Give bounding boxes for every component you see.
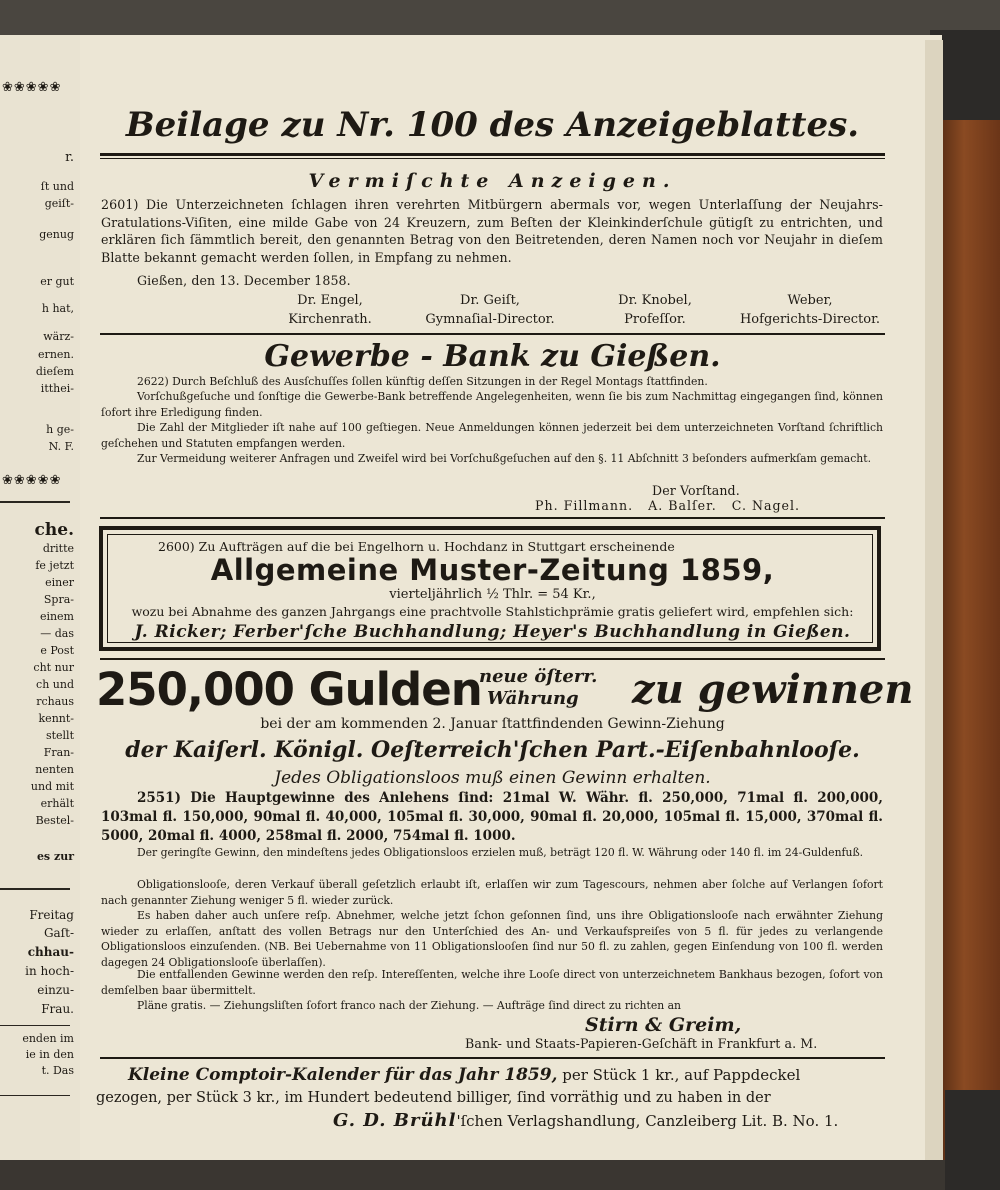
prev-fragment: enden im	[22, 1032, 74, 1045]
prev-divider	[0, 1025, 70, 1026]
ad-2600-offer: wozu bei Abnahme des ganzen Jahrgangs eine prachtvolle Stahlstichprämie gratis geliefert wird, empfehlen sich:	[131, 604, 854, 619]
ad-2551-p5: Pläne gratis. — Ziehungsliſten ſofort franco nach der Ziehung. — Aufträge ſind direct zu richten an	[137, 999, 682, 1012]
header-rule-thin	[100, 158, 885, 159]
ad-2551-line3: Jedes Obligationsloos muß einen Gewinn erhalten.	[274, 768, 711, 788]
signer-name: Dr. Knobel,	[618, 293, 692, 308]
ad-2551-p3: Es haben daher auch unſere reſp. Abnehmer, welche jetzt ſchon geſonnen ſind, uns ihre Obligationslooſe nach erwähnter Ziehung wieder zu erlaſſen, anſtatt des vollen Betrags nur den Unterſchied des An- und Verkaufspreiſes von 5 fl. für jedes zu verlangende Obligationsloos einzuſenden. (NB. Bei Uebernahme von 11 Obligationslooſen ſind nur 50 fl. zu zahlen, gegen Einſendung von 100 fl. werden dagegen 24 Obligationslooſe überlaſſen).	[101, 909, 883, 969]
signer-role: Profeſſor.	[624, 312, 686, 327]
prev-fragment: wärz-	[43, 330, 74, 343]
divider	[100, 1057, 885, 1059]
prev-fragment: einem	[39, 610, 74, 623]
prev-fragment: Freitag	[29, 908, 74, 922]
prev-fragment: Gaſt-	[43, 926, 74, 940]
previous-page	[0, 35, 80, 1160]
prev-fragment: Spra-	[43, 593, 74, 606]
prev-fragment: N. F.	[48, 440, 74, 453]
prev-fragment: einer	[45, 576, 74, 589]
prev-fragment: ernen.	[38, 348, 74, 361]
book-cover-corner-bottom	[945, 1090, 1000, 1190]
ad-2622-names: Ph. Fillmann. A. Balſer. C. Nagel.	[535, 498, 801, 513]
prev-fragment: ie in den	[25, 1048, 74, 1061]
ornament-row: ❀❀❀❀❀	[2, 80, 62, 95]
prev-fragment: genug	[39, 228, 74, 241]
prev-fragment: e Post	[40, 644, 74, 657]
prev-divider	[0, 888, 70, 890]
signer-name: Weber,	[787, 293, 833, 308]
ad-2622-p3: Die Zahl der Mitglieder iſt nahe auf 100 geſtiegen. Neue Anmeldungen können jederzeit bei dem unterzeichneten Vorſtand ſchriftlich geſchehen und Statuten empfangen werden.	[101, 421, 883, 450]
supplement-title: Beilage zu Nr. 100 des Anzeigeblattes.	[125, 105, 860, 145]
prev-fragment: nenten	[35, 763, 74, 776]
prev-fragment: h ge-	[46, 423, 74, 436]
header-rule	[100, 153, 885, 156]
prev-fragment: chhau-	[27, 945, 74, 959]
calendar-line2: gezogen, per Stück 3 kr., im Hundert bedeutend billiger, ſind vorräthig und zu haben in der	[96, 1090, 771, 1106]
ad-2551-p2: Obligationslooſe, deren Verkauf überall geſetzlich erlaubt iſt, erlaſſen wir zum Tagescours, nehmen aber ſolche auf Verlangen ſofort nach genannter Ziehung weniger 5 fl. wieder zurück.	[101, 878, 883, 907]
prev-fragment: cht nur	[33, 661, 74, 674]
prev-fragment: geiſt-	[44, 197, 74, 210]
prev-fragment: ch und	[36, 678, 74, 691]
ornament-row: ❀❀❀❀❀	[2, 473, 62, 488]
ad-2551-line2: der Kaiſerl. Königl. Oeſterreich'ſchen Part.-Eiſenbahnlooſe.	[125, 737, 860, 763]
prev-divider	[0, 1095, 70, 1096]
ad-2600-intro: 2600) Zu Aufträgen auf die bei Engelhorn u. Hochdanz in Stuttgart erscheinende	[158, 539, 675, 554]
book-cover-right	[940, 90, 1000, 1160]
calendar-line3	[333, 1109, 838, 1133]
ad-2551-p1: Der geringſte Gewinn, den mindeſtens jedes Obligationsloos erzielen muß, beträgt 120 fl. W. Währung oder 140 fl. im 24-Guldenfuß.	[137, 846, 864, 859]
calendar-address: 'ſchen Verlagshandlung, Canzleiberg Lit. B. No. 1.	[456, 1112, 839, 1130]
ad-2551-firm: Stirn & Greim,	[585, 1014, 742, 1036]
ad-2601-text: 2601) Die Unterzeichneten ſchlagen ihren verehrten Mitbürgern abermals vor, wegen Unterlaſſung der Neujahrs-Gratulations-Viſiten, eine milde Gabe von 24 Kreuzern, zum Beſten der Kleinkinderſchule gütigſt zu entrichten, und erklären ſich ſämmtlich bereit, den genannten Betrag von den Beitretenden, deren Namen noch vor Neujahr in dieſem Blatte bekannt gemacht werden ſollen, in Empfang zu nehmen.	[101, 197, 883, 265]
divider	[100, 333, 885, 335]
ad-2551-amount: 250,000 Gulden	[96, 663, 482, 716]
ad-2551-prizes: 2551) Die Hauptgewinne des Anlehens ſind: 21mal W. Währ. fl. 250,000, 71mal fl. 200,000, 103mal fl. 150,000, 90mal fl. 40,000, 105mal fl. 30,000, 90mal fl. 20,000, 105mal fl. 15,000, 370mal fl. 5000, 20mal fl. 4000, 258mal fl. 2000, 754mal fl. 1000.	[101, 790, 883, 844]
ad-2600-sellers: J. Ricker; Ferber'ſche Buchhandlung; Heyer's Buchhandlung in Gießen.	[134, 622, 851, 642]
prev-fragment: rchaus	[36, 695, 74, 708]
prev-fragment: Frau.	[41, 1002, 74, 1016]
ad-2622-p2: Vorſchußgeſuche und ſonſtige die Gewerbe-Bank betreffende Angelegenheiten, wenn ſie bis zum Nachmittag eingegangen ſind, können ſofort ihre Erledigung finden.	[101, 390, 883, 419]
ad-2622-title: Gewerbe - Bank zu Gießen.	[264, 339, 721, 374]
signer-name: Dr. Geiſt,	[460, 293, 520, 308]
prev-fragment: und mit	[30, 780, 74, 793]
background-top	[0, 0, 1000, 40]
ad-2551-line1: bei der am kommenden 2. Januar ſtattfindenden Gewinn-Ziehung	[260, 716, 725, 732]
prev-fragment: r.	[65, 150, 74, 165]
ad-2622-p4: Zur Vermeidung weiterer Anfragen und Zweifel wird bei Vorſchußgeſuchen auf den §. 11 Abſchnitt 3 beſonders aufmerkſam gemacht.	[137, 452, 872, 465]
prev-fragment: erhält	[40, 797, 74, 810]
calendar-title: Kleine Comptoir-Kalender für das Jahr 1859,	[128, 1065, 558, 1085]
signer-name: Dr. Engel,	[297, 293, 363, 308]
prev-fragment: einzu-	[37, 983, 74, 997]
ad-2551-currency-line2: Währung	[487, 688, 579, 709]
calendar-publisher: G. D. Brühl	[333, 1110, 457, 1131]
signer-role: Kirchenrath.	[288, 312, 372, 327]
prev-divider	[0, 501, 70, 503]
ad-2551-win: zu gewinnen	[632, 666, 914, 713]
prev-fragment: dieſem	[35, 365, 74, 378]
ad-2601-date: Gießen, den 13. December 1858.	[137, 273, 351, 288]
prev-fragment: in hoch-	[25, 964, 74, 978]
ad-2600-title: Allgemeine Muster-Zeitung 1859,	[210, 553, 775, 587]
prev-fragment: che.	[34, 520, 74, 540]
prev-fragment: h hat,	[41, 302, 74, 315]
calendar-line1	[128, 1064, 800, 1086]
signer-role: Gymnaſial-Director.	[425, 312, 555, 327]
prev-fragment: er gut	[40, 275, 74, 288]
ad-2551-firm-desc: Bank- und Staats-Papieren-Geſchäft in Frankfurt a. M.	[465, 1036, 818, 1051]
prev-fragment: Bestel-	[35, 814, 74, 827]
signer-role: Hofgerichts-Director.	[739, 312, 881, 327]
calendar-price: per Stück 1 kr., auf Pappdeckel	[557, 1066, 801, 1084]
prev-fragment: Fran-	[43, 746, 74, 759]
prev-fragment: itthei-	[40, 382, 74, 395]
divider	[100, 517, 885, 519]
prev-fragment: dritte	[42, 542, 74, 555]
prev-fragment: ſt und	[40, 180, 74, 193]
divider	[100, 658, 885, 660]
prev-fragment: — das	[40, 627, 74, 640]
prev-fragment: es zur	[36, 850, 74, 863]
prev-fragment: kennt-	[38, 712, 74, 725]
ad-2622-board: Der Vorſtand.	[652, 483, 740, 498]
section-title: Vermiſchte Anzeigen.	[308, 170, 677, 192]
prev-fragment: t. Das	[41, 1064, 74, 1077]
prev-fragment: stellt	[45, 729, 74, 742]
ad-2600-price: vierteljährlich ½ Thlr. = 54 Kr.,	[389, 587, 596, 602]
ad-2551-p4: Die entfallenden Gewinne werden den reſp. Intereſſenten, welche ihre Looſe direct von unterzeichnetem Bankhaus bezogen, ſofort von demſelben baar übermittelt.	[101, 968, 883, 997]
ad-2622-p1: 2622) Durch Beſchluß des Ausſchuſſes ſollen künftig deſſen Sitzungen in der Regel Montags ſtattfinden.	[137, 375, 708, 388]
ad-2551-currency-line1: neue öſterr.	[479, 666, 598, 687]
page-edge	[925, 40, 943, 1160]
prev-fragment: fe jetzt	[35, 559, 74, 572]
